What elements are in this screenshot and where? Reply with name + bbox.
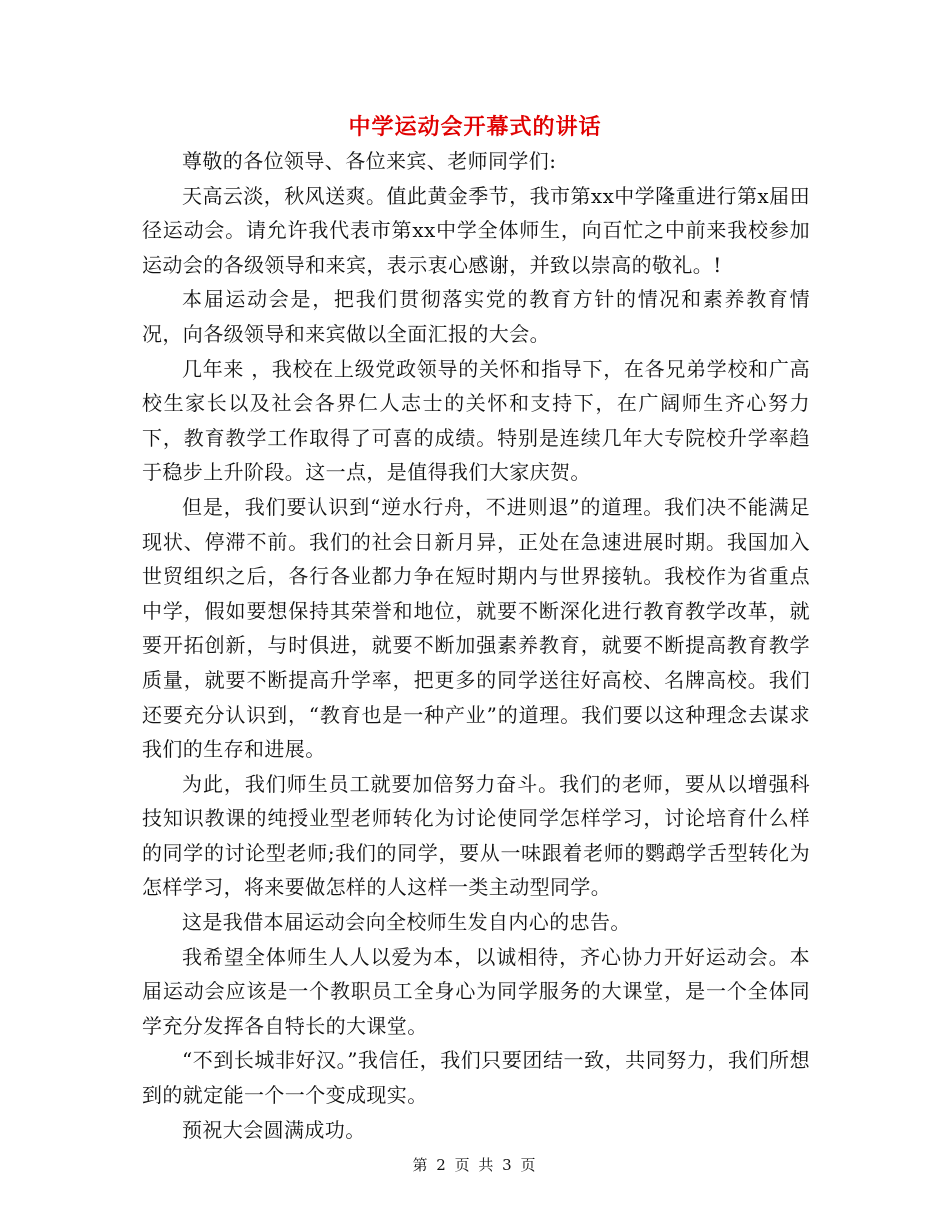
paragraph-3: 几年来 ，我校在上级党政领导的关怀和指导下，在各兄弟学校和广高校生家长以及社会各界仁人志士的关怀和支持下，在广阔师生齐心努力下，教育教学工作取得了可喜的成绩。特别是连续几年大专院校升学率趋于稳步上升阶段。这一点，是值得我们大家庆贺。 [142,356,810,485]
paragraph-4: 但是，我们要认识到“逆水行舟，不进则退”的道理。我们决不能满足现状、停滞不前。我们的社会日新月异，正处在急速进展时期。我国加入世贸组织之后，各行各业都力争在短时期内与世界接轨。我校作为省重点中学，假如要想保持其荣誉和地位，就要不断深化进行教育教学改革，就要开拓创新，与时俱进，就要不断加强素养教育，就要不断提高教育教学质量，就要不断提高升学率，把更多的同学送往好高校、名牌高校。我们还要充分认识到，“教育也是一种产业”的道理。我们要以这种理念去谋求我们的生存和进展。 [142,494,810,762]
paragraph-5: 为此，我们师生员工就要加倍努力奋斗。我们的老师，要从以增强科技知识教课的纯授业型老师转化为讨论使同学怎样学习，讨论培育什么样的同学的讨论型老师;我们的同学，要从一味跟着老师的鹦鹉学舌型转化为怎样学习，将来要做怎样的人这样一类主动型同学。 [142,771,810,900]
paragraph-1: 天高云淡，秋风送爽。值此黄金季节，我市第xx中学隆重进行第x届田径运动会。请允许我代表市第xx中学全体师生，向百忙之中前来我校参加运动会的各级领导和来宾，表示衷心感谢，并致以崇高的敬礼。! [142,183,810,277]
page-number-footer: 第 2 页 共 3 页 [412,1156,538,1174]
paragraph-6: 这是我借本届运动会向全校师生发自内心的忠告。 [182,910,631,935]
document-title: 中学运动会开幕式的讲话 [348,114,602,140]
paragraph-closing: 预祝大会圆满成功。 [182,1117,366,1142]
paragraph-2: 本届运动会是，把我们贯彻落实党的教育方针的情况和素养教育情况，向各级领导和来宾做以全面汇报的大会。 [142,287,810,346]
paragraph-7: 我希望全体师生人人以爱为本，以诚相待，齐心协力开好运动会。本届运动会应该是一个教职员工全身心为同学服务的大课堂，是一个全体同学充分发挥各自特长的大课堂。 [142,944,810,1038]
document-body [142,144,810,1147]
paragraph-greeting: 尊敬的各位领导、各位来宾、老师同学们: [182,149,557,173]
paragraph-8: “不到长城非好汉。”我信任，我们只要团结一致，共同努力，我们所想到的就定能一个一个变成现实。 [142,1048,810,1108]
